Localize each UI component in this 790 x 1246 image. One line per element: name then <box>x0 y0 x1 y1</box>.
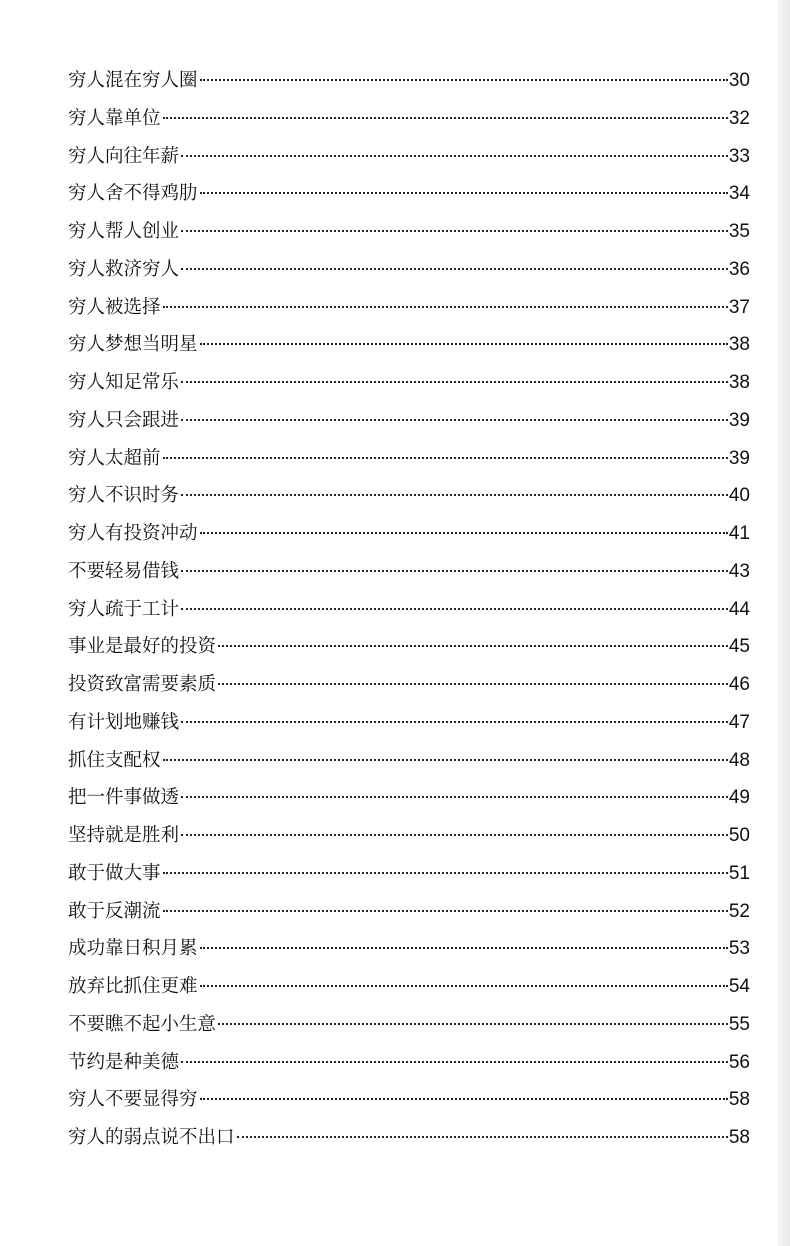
toc-entry-title: 穷人不要显得穷 <box>68 1089 198 1111</box>
toc-entry-page: 53 <box>728 938 750 960</box>
toc-entry[interactable] <box>68 289 750 327</box>
toc-entry-title: 坚持就是胜利 <box>68 825 180 846</box>
toc-entry-title: 穷人混在穷人圈 <box>68 70 198 91</box>
toc-entry-page: 34 <box>728 183 750 205</box>
toc-entry-title: 穷人舍不得鸡肋 <box>68 183 198 205</box>
toc-entry[interactable] <box>68 364 750 402</box>
toc-dot-leader <box>163 457 728 459</box>
toc-dot-leader <box>181 155 728 157</box>
toc-entry-page: 37 <box>728 296 750 318</box>
toc-entry[interactable] <box>68 213 750 251</box>
toc-entry-page: 51 <box>728 862 750 884</box>
toc-entry[interactable] <box>68 779 750 817</box>
toc-dot-leader <box>200 1098 728 1100</box>
toc-entry-title: 放弃比抓住更难 <box>68 976 198 997</box>
page-edge-shadow <box>778 0 790 1246</box>
toc-dot-leader <box>237 1136 728 1138</box>
toc-entry-page: 54 <box>728 976 750 997</box>
toc-entry[interactable] <box>68 1081 750 1119</box>
toc-dot-leader <box>163 759 728 761</box>
toc-entry-title: 抓住支配权 <box>68 749 161 771</box>
toc-entry[interactable] <box>68 1006 750 1044</box>
toc-entry-page: 46 <box>728 674 750 695</box>
toc-entry[interactable] <box>68 704 750 742</box>
toc-entry-page: 55 <box>728 1013 750 1035</box>
toc-entry[interactable] <box>68 968 750 1006</box>
toc-dot-leader <box>218 683 728 685</box>
toc-entry-title: 把一件事做透 <box>68 787 180 809</box>
toc-entry-title: 穷人的弱点说不出口 <box>68 1127 235 1148</box>
toc-entry[interactable] <box>68 817 750 855</box>
toc-entry[interactable] <box>68 326 750 364</box>
toc-entry-title: 穷人救济穷人 <box>68 258 180 280</box>
toc-entry-page: 58 <box>728 1089 750 1111</box>
toc-entry-page: 38 <box>728 334 750 356</box>
toc-dot-leader <box>163 306 728 308</box>
toc-entry[interactable] <box>68 477 750 515</box>
toc-entry[interactable] <box>68 742 750 780</box>
toc-entry-title: 穷人有投资冲动 <box>68 523 198 544</box>
toc-entry-page: 49 <box>728 787 750 809</box>
toc-entry-page: 48 <box>728 749 750 771</box>
toc-entry-title: 穷人帮人创业 <box>68 221 180 242</box>
toc-entry-page: 45 <box>728 636 750 658</box>
toc-entry-page: 58 <box>728 1127 750 1148</box>
toc-entry-title: 穷人靠单位 <box>68 107 161 129</box>
toc-dot-leader <box>181 721 728 723</box>
toc-entry-page: 40 <box>728 485 750 507</box>
toc-dot-leader <box>181 834 728 836</box>
toc-entry-page: 36 <box>728 258 750 280</box>
toc-entry-page: 35 <box>728 221 750 242</box>
toc-entry-page: 41 <box>728 523 750 544</box>
toc-dot-leader <box>181 608 728 610</box>
toc-entry-title: 穷人疏于工计 <box>68 598 180 620</box>
toc-dot-leader <box>218 645 728 647</box>
toc-dot-leader <box>163 117 728 119</box>
toc-dot-leader <box>200 79 728 81</box>
toc-entry[interactable] <box>68 138 750 176</box>
toc-entry[interactable] <box>68 440 750 478</box>
toc-entry-title: 穷人被选择 <box>68 296 161 318</box>
toc-entry[interactable] <box>68 251 750 289</box>
toc-dot-leader <box>181 494 728 496</box>
toc-entry-page: 56 <box>728 1051 750 1073</box>
toc-entry-title: 敢于反潮流 <box>68 900 161 922</box>
toc-entry-title: 穷人太超前 <box>68 447 161 469</box>
toc-entry-page: 32 <box>728 107 750 129</box>
toc-entry[interactable] <box>68 1119 750 1157</box>
toc-entry[interactable] <box>68 855 750 893</box>
toc-entry[interactable] <box>68 515 750 553</box>
toc-entry-page: 30 <box>728 70 750 91</box>
toc-entry[interactable] <box>68 402 750 440</box>
toc-entry-title: 穷人梦想当明星 <box>68 334 198 356</box>
toc-entry-title: 节约是种美德 <box>68 1051 180 1073</box>
toc-entry[interactable] <box>68 930 750 968</box>
toc-entry-page: 39 <box>728 409 750 431</box>
toc-entry[interactable] <box>68 62 750 100</box>
toc-entry[interactable] <box>68 100 750 138</box>
toc-dot-leader <box>163 910 728 912</box>
toc-dot-leader <box>218 1023 728 1025</box>
toc-entry-title: 投资致富需要素质 <box>68 674 217 695</box>
toc-entry-title: 不要瞧不起小生意 <box>68 1013 217 1035</box>
toc-dot-leader <box>200 947 728 949</box>
toc-entry-title: 穷人知足常乐 <box>68 372 180 393</box>
toc-entry-title: 成功靠日积月累 <box>68 938 198 960</box>
toc-dot-leader <box>181 1061 728 1063</box>
toc-entry-page: 52 <box>728 900 750 922</box>
toc-entry-page: 39 <box>728 447 750 469</box>
table-of-contents <box>68 62 750 1157</box>
toc-dot-leader <box>200 192 728 194</box>
toc-entry-page: 43 <box>728 560 750 582</box>
toc-dot-leader <box>181 570 728 572</box>
toc-dot-leader <box>181 230 728 232</box>
toc-entry-title: 穷人不识时务 <box>68 485 180 507</box>
toc-dot-leader <box>200 985 728 987</box>
toc-entry-title: 穷人只会跟进 <box>68 409 180 431</box>
toc-entry-page: 38 <box>728 372 750 393</box>
toc-entry[interactable] <box>68 175 750 213</box>
toc-entry-page: 47 <box>728 711 750 733</box>
toc-entry[interactable] <box>68 1044 750 1082</box>
toc-dot-leader <box>163 872 728 874</box>
toc-entry-title: 穷人向往年薪 <box>68 145 180 167</box>
toc-dot-leader <box>181 796 728 798</box>
toc-entry-title: 敢于做大事 <box>68 862 161 884</box>
toc-entry-title: 有计划地赚钱 <box>68 711 180 733</box>
toc-dot-leader <box>181 268 728 270</box>
toc-dot-leader <box>181 381 728 383</box>
toc-entry-title: 不要轻易借钱 <box>68 560 180 582</box>
toc-entry[interactable] <box>68 893 750 931</box>
toc-entry-page: 44 <box>728 598 750 620</box>
toc-entry-title: 事业是最好的投资 <box>68 636 217 658</box>
toc-dot-leader <box>181 419 728 421</box>
toc-dot-leader <box>200 532 728 534</box>
toc-entry-page: 33 <box>728 145 750 167</box>
toc-entry[interactable] <box>68 628 750 666</box>
toc-entry[interactable] <box>68 666 750 704</box>
toc-entry[interactable] <box>68 553 750 591</box>
toc-entry[interactable] <box>68 591 750 629</box>
toc-entry-page: 50 <box>728 825 750 846</box>
toc-dot-leader <box>200 343 728 345</box>
